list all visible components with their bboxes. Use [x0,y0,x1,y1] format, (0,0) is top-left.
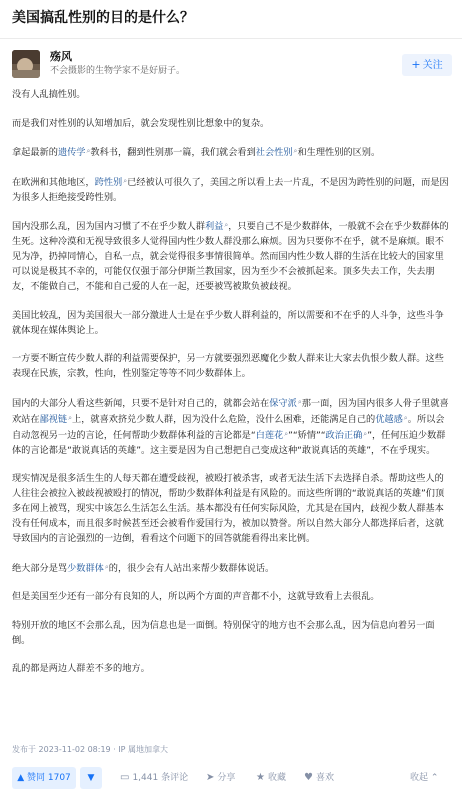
author-card [12,50,452,80]
keyword-link[interactable]: 鄙视链 [39,413,68,425]
keyword-link[interactable]: 政治正确 [325,429,363,441]
answer-text: 和生理性别的区别。 [297,147,381,158]
share-icon: ➤ [206,772,215,783]
heart-icon: ♥ [304,772,313,783]
answer-paragraph [12,618,452,648]
keyword-link[interactable]: 少数群体 [67,562,104,574]
search-icon[interactable]: ⌕ [123,176,128,185]
answer-text: 绝大部分是骂 [12,562,68,574]
answer-text: 美国比较乱，因为美国很大一部分激进人士是在乎少数人群利益的，所以需要和不在乎的人斗争，这些斗争就体现在媒体舆论上。 [12,309,444,336]
like-label: 喜欢 [315,773,334,783]
answer-paragraph [12,589,452,604]
answer-text: 上，就喜欢挤兑少数人群，因为没什么危险，没什么困难，还能满足自己的 [72,413,376,425]
upvote-label: 赞同 1707 [27,773,71,783]
search-icon[interactable]: ⌕ [284,429,289,438]
answer-text: 一方要不断宣传少数人群的利益需要保护，另一方就要强烈恶魔化少数人群来让大家去仇恨少数人群。这些表现在民族，宗教，性向，性别鉴定等等不同少数群体上。 [12,353,444,379]
downvote-button[interactable] [80,767,102,789]
answer-text: 。所以会自动忽视另一边的言论，任何帮助少数群体利益的言论都是“ [12,413,445,441]
comments-button[interactable] [120,766,188,790]
like-button[interactable] [304,766,334,790]
triangle-up-icon: ▲ [17,773,25,783]
search-icon[interactable]: ⌕ [363,429,368,438]
answer-text: 拿起最新的 [12,147,58,158]
answer-text: 特别开放的地区不会那么乱，因为信息也是一面倒。特别保守的地方也不会那么乱，因为信息向着另一面倒。 [12,619,435,646]
search-icon[interactable]: ⌕ [403,413,408,422]
divider [0,38,462,39]
answer-content [12,87,452,690]
author-name[interactable]: 殇风 [50,50,72,63]
search-icon[interactable]: ⌕ [224,221,229,229]
triangle-down-icon: ▼ [87,773,95,783]
keyword-link[interactable]: 利益 [204,221,224,232]
keyword-link[interactable]: 社会性别 [255,147,293,158]
collapse-button[interactable] [410,766,438,790]
answer-paragraph [12,116,452,131]
collapse-label: 收起 [410,773,429,783]
answer-paragraph [12,351,452,381]
answer-text: 那一面，因为国内很多人骨子里就喜欢站在 [12,397,449,425]
question-title[interactable]: 美国搞乱性别的目的是什么？ [12,10,194,26]
plus-icon: + [411,58,421,71]
answer-paragraph [12,471,452,546]
avatar[interactable] [12,50,40,78]
answer-paragraph [12,560,452,576]
answer-text: 国内没那么乱，因为国内习惯了不在乎少数人群 [12,221,205,232]
publish-meta: 发布于 2023-11-02 08:19 · IP 属地加拿大 [12,745,168,754]
answer-text: ，只要自己不是少数群体，一般就不会在乎少数群体的生死。这种冷漠和无视导致很多人觉得国内性少数人群没那么麻烦。因为只要你不在乎，就不是麻烦。眼不见为净，扔掉同情心，自私一点，就会觉得很多事情很简单。然而国内性少数人群的生活在比较大的国家里可以说是极其不幸的，可能仅仅强于部分伊斯兰教国家，因为至少不会被抓起来。顶多失去工作，失去朋友，不能做自己，不能和自己爱的人在一起，还要被骂被欺负被歧视。 [12,221,449,292]
chevron-up-icon: ⌃ [430,773,439,783]
search-icon[interactable]: ⌕ [293,147,298,155]
keyword-link[interactable]: 跨性别 [94,176,123,188]
keyword-link[interactable]: 白莲花 [255,429,284,441]
search-icon[interactable]: ⌕ [104,562,109,571]
comments-label: 1,441 条评论 [132,773,189,783]
answer-paragraph [12,661,452,676]
favorite-button[interactable] [256,766,286,790]
answer-text: 已经被认可很久了，美国之所以看上去一片乱，不是因为跨性别的问题，而是因为很多人拒绝接受跨性别。 [12,176,449,203]
answer-paragraph [12,395,452,458]
answer-text: 的，很少会有人站出来帮少数群体说话。 [108,562,275,574]
favorite-label: 收藏 [267,773,286,783]
answer-text: ”“矫情”“ [288,429,326,441]
answer-text: 没有人乱搞性别。 [12,89,86,100]
action-bar [12,766,452,790]
answer-text: 在欧洲和其他地区， [12,176,95,188]
answer-text: 而是我们对性别的认知增加后，就会发现性别比想象中的复杂。 [12,117,270,129]
keyword-link[interactable]: 保守派 [269,397,297,409]
share-button[interactable] [206,766,235,790]
upvote-button[interactable] [12,767,76,789]
follow-button[interactable] [402,54,452,76]
comment-icon: ▭ [120,772,130,783]
answer-paragraph [12,218,452,294]
author-bio: 不会摄影的生物学家不是好厨子。 [50,66,186,76]
answer-text: ”，任何压迫少数群体的言论都是“敢说真话的英雄”。这主要是因为自己想把自己变成这种“敢说真话的英雄”，不在乎现实。 [12,429,446,456]
answer-paragraph [12,87,452,102]
share-label: 分享 [217,773,236,783]
answer-text: 乱的都是两边人群差不多的地方。 [12,663,150,674]
search-icon[interactable]: ⌕ [68,413,73,422]
answer-text: 教科书，翻到性别那一篇，我们就会看到 [90,147,256,158]
answer-paragraph [12,144,452,160]
search-icon[interactable]: ⌕ [86,147,91,155]
answer-text: 国内的大部分人看这些新闻，只要不是针对自己的，就都会站在 [12,397,270,409]
star-icon: ★ [256,772,265,783]
keyword-link[interactable]: 遗传学 [57,147,86,158]
answer-text: 但是美国至少还有一部分有良知的人，所以两个方面的声音都不小，这就导致看上去很乱。 [12,591,380,602]
answer-paragraph [12,174,452,205]
answer-text: 现实情况是很多活生生的人每天都在遭受歧视，被殴打被杀害，或者无法生活下去选择自杀。帮助这些人的人往往会被拉入被歧视被殴打的情况，帮助少数群体利益是有风险的。而这些所谓的“敢说真话的英雄”们顶多在网上被骂，现实中该怎么生活怎么生活。基本都没有任何实际风险，尤其是在国内，歧视少数人群基本没有任何成本，而且很多时候甚至还会被看作爱国行为，被加以赞誉。所以自然大部分人都选择后者，这就导致国内的言论强烈的一边倒，看看这个问题下的回答就能看得出来比例。 [12,473,445,544]
keyword-link[interactable]: 优越感 [375,413,403,425]
search-icon[interactable]: ⌕ [297,397,302,406]
answer-paragraph [12,308,452,338]
follow-label: 关注 [422,60,443,71]
